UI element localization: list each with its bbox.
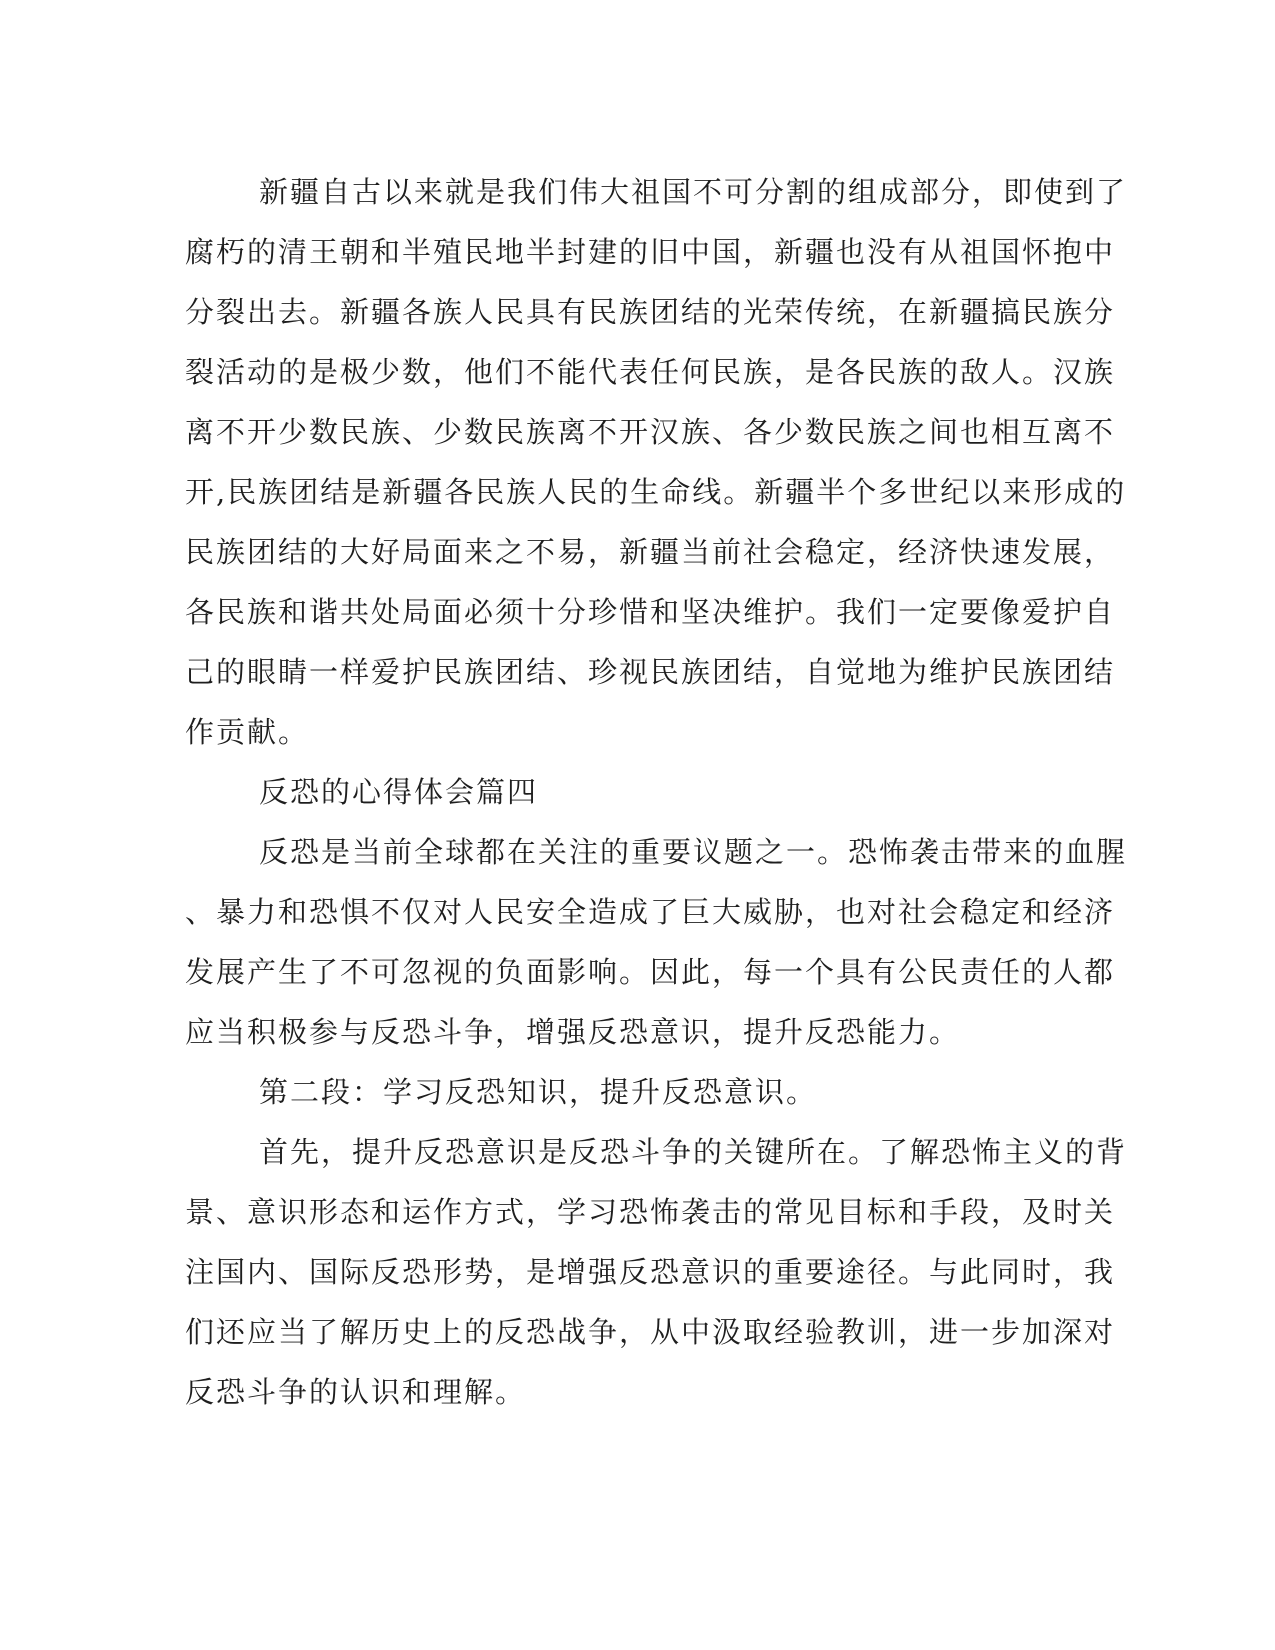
paragraph-line: 、暴力和恐惧不仅对人民安全造成了巨大威胁，也对社会稳定和经济 — [185, 895, 1116, 929]
paragraph-line: 首先，提升反恐意识是反恐斗争的关键所在。了解恐怖主义的背 — [259, 1135, 1128, 1169]
paragraph-line: 注国内、国际反恐形势，是增强反恐意识的重要途径。与此同时，我 — [185, 1255, 1116, 1289]
paragraph-line: 反恐是当前全球都在关注的重要议题之一。恐怖袭击带来的血腥 — [259, 835, 1128, 869]
paragraph-line: 分裂出去。新疆各族人民具有民族团结的光荣传统，在新疆搞民族分 — [185, 295, 1116, 329]
paragraph-1 — [185, 162, 1128, 762]
paragraph-line: 离不开少数民族、少数民族离不开汉族、各少数民族之间也相互离不 — [185, 415, 1116, 449]
paragraph-line: 景、意识形态和运作方式，学习恐怖袭击的常见目标和手段，及时关 — [185, 1195, 1116, 1229]
subheading: 第二段：学习反恐知识，提升反恐意识。 — [259, 1075, 818, 1109]
paragraph-line: 反恐斗争的认识和理解。 — [185, 1375, 527, 1409]
paragraph-3 — [185, 1122, 1128, 1422]
document-body — [185, 162, 1128, 1422]
paragraph-line: 开,民族团结是新疆各民族人民的生命线。新疆半个多世纪以来形成的 — [185, 475, 1127, 509]
paragraph-line: 新疆自古以来就是我们伟大祖国不可分割的组成部分，即使到了 — [259, 175, 1128, 209]
paragraph-line: 们还应当了解历史上的反恐战争，从中汲取经验教训，进一步加深对 — [185, 1315, 1116, 1349]
paragraph-line: 己的眼睛一样爱护民族团结、珍视民族团结，自觉地为维护民族团结 — [185, 655, 1116, 689]
paragraph-2 — [185, 822, 1128, 1062]
paragraph-line: 民族团结的大好局面来之不易，新疆当前社会稳定，经济快速发展， — [185, 535, 1116, 569]
paragraph-line: 裂活动的是极少数，他们不能代表任何民族，是各民族的敌人。汉族 — [185, 355, 1116, 389]
section-heading: 反恐的心得体会篇四 — [259, 775, 539, 809]
paragraph-line: 发展产生了不可忽视的负面影响。因此，每一个具有公民责任的人都 — [185, 955, 1116, 989]
paragraph-line: 作贡献。 — [185, 715, 310, 749]
paragraph-line: 腐朽的清王朝和半殖民地半封建的旧中国，新疆也没有从祖国怀抱中 — [185, 235, 1116, 269]
paragraph-line: 应当积极参与反恐斗争，增强反恐意识，提升反恐能力。 — [185, 1015, 961, 1049]
paragraph-line: 各民族和谐共处局面必须十分珍惜和坚决维护。我们一定要像爱护自 — [185, 595, 1116, 629]
